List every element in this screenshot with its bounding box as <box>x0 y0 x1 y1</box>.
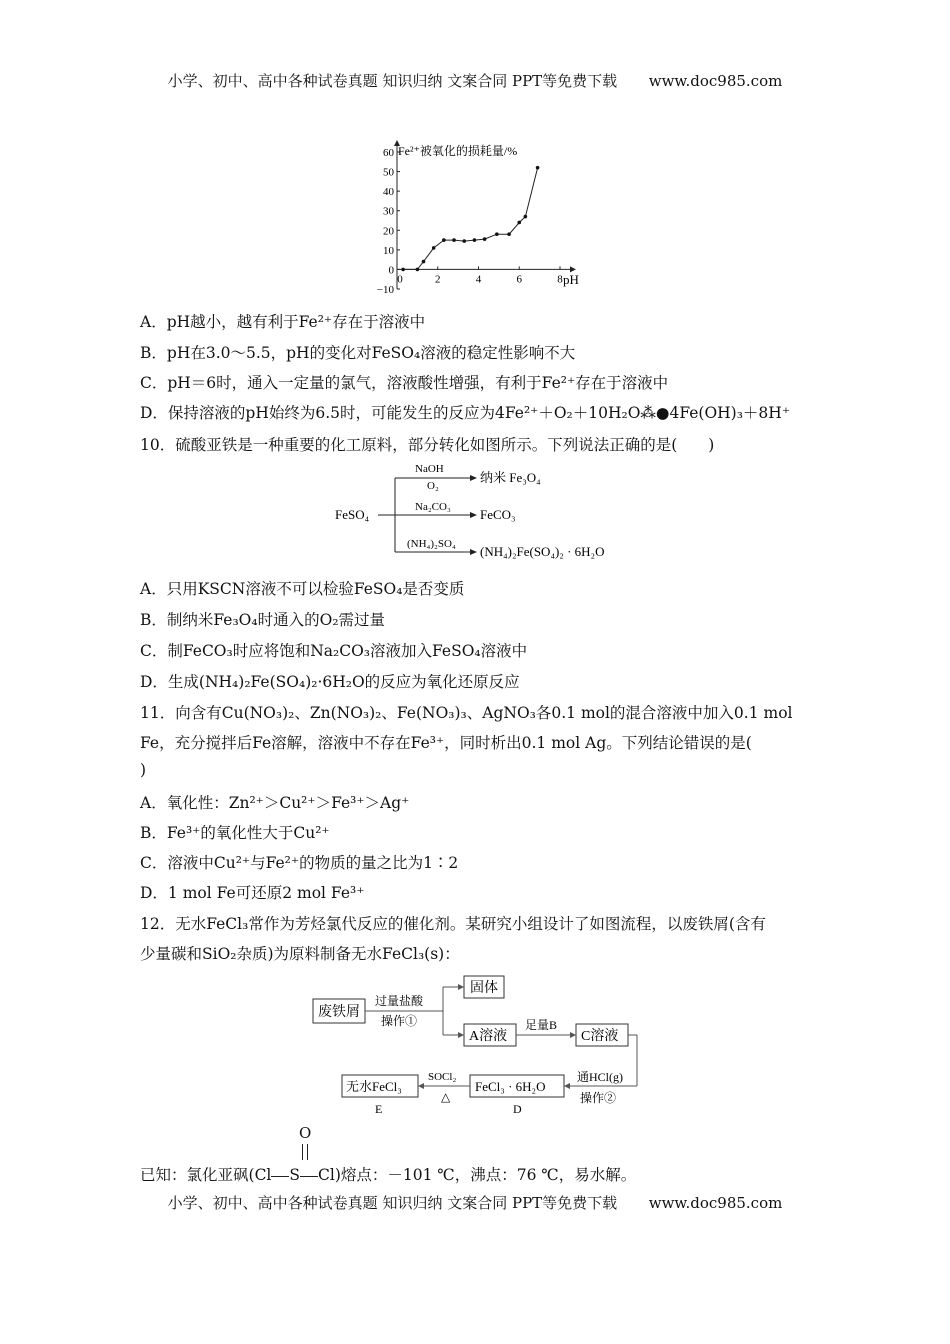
step1-top: 过量盐酸 <box>375 994 424 1008</box>
q12-stem-line2: 少量碳和SiO₂杂质)为原料制备无水FeCl₃(s)： <box>140 945 460 963</box>
chart-xlabel: pH <box>563 272 579 287</box>
series-line <box>403 168 537 270</box>
q10-option-a: A．只用KSCN溶液不可以检验FeSO₄是否变质 <box>140 580 465 598</box>
data-point <box>507 232 511 236</box>
x-tick-label: 2 <box>435 273 441 286</box>
q11-stem-line3: ) <box>140 761 147 779</box>
data-point <box>452 238 456 242</box>
flow-e: 无水FeCl₃ <box>346 1079 402 1094</box>
formula-cl-left: Cl <box>254 1166 272 1184</box>
formula-bond-right <box>300 1176 318 1177</box>
y-tick-label: 0 <box>388 264 394 277</box>
q9-option-a: A．pH越小，越有利于Fe²⁺存在于溶液中 <box>140 313 426 331</box>
footer-text: 小学、初中、高中各种试卷真题 知识归纳 文案合同 PPT等免费下载 <box>167 1194 618 1212</box>
q12-stem-line1: 12．无水FeCl₃常作为芳烃氯代反应的催化剂。某研究小组设计了如图流程，以废铁屑(含有 <box>140 915 766 933</box>
q12-known <box>140 1163 636 1185</box>
formula-s: S <box>289 1166 301 1184</box>
formula-cl-right: Cl <box>318 1166 335 1184</box>
step2-label: 足量B <box>525 1018 558 1032</box>
data-point <box>416 268 420 272</box>
page-header <box>0 70 950 91</box>
flow-c: C溶液 <box>581 1029 619 1044</box>
branch1-product: 纳米 Fe₃O₄ <box>480 470 541 485</box>
q11-option-c: C．溶液中Cu²⁺与Fe²⁺的物质的量之比为1∶2 <box>140 854 459 872</box>
q11-stem-line1: 11．向含有Cu(NO₃)₂、Zn(NO₃)₂、Fe(NO₃)₃、AgNO₃各0.1 mol的混合溶液中加入0.1 mol <box>140 704 793 722</box>
branch2-reagent: Na₂CO₃ <box>415 501 451 513</box>
branch1-reagent-bottom: O₂ <box>427 480 439 492</box>
formula-o: O <box>299 1124 312 1142</box>
feso4-conversion-diagram <box>330 458 630 568</box>
data-point <box>473 238 477 242</box>
x-tick-label: 8 <box>557 273 563 286</box>
q11-option-a: A．氧化性：Zn²⁺＞Cu²⁺＞Fe³⁺＞Ag⁺ <box>140 794 410 812</box>
flow-e-label: E <box>375 1102 383 1116</box>
data-point <box>432 246 436 250</box>
q11-option-b: B．Fe³⁺的氧化性大于Cu²⁺ <box>140 824 330 842</box>
chart-ylabel: Fe²⁺被氧化的损耗量/% <box>398 144 518 158</box>
data-point <box>524 215 528 219</box>
y-tick-label: 30 <box>383 205 394 218</box>
q9-option-d: D．保持溶液的pH始终为6.5时，可能发生的反应为4Fe²⁺＋O₂＋10H₂O⁂●4Fe(OH)₃＋8H⁺ <box>140 404 790 422</box>
known-suffix: )熔点：－101 ℃，沸点：76 ℃，易水解。 <box>334 1166 637 1184</box>
data-point <box>536 166 540 170</box>
q9-option-b: B．pH在3.0～5.5，pH的变化对FeSO₄溶液的稳定性影响不大 <box>140 344 576 362</box>
branch3-reagent: (NH₄)₂SO₄ <box>407 538 456 550</box>
flow-d: FeCl₃ · 6H₂O <box>475 1079 546 1094</box>
data-point <box>483 237 487 241</box>
q11-stem-line2: Fe，充分搅拌后Fe溶解，溶液中不存在Fe³⁺，同时析出0.1 mol Ag。下列结论错误的是( <box>140 734 752 752</box>
y-tick-label: 10 <box>383 244 394 257</box>
q10-stem: 10．硫酸亚铁是一种重要的化工原料，部分转化如图所示。下列说法正确的是( ) <box>140 436 715 454</box>
step4-bottom: △ <box>441 1090 451 1104</box>
q10-option-c: C．制FeCO₃时应将饱和Na₂CO₃溶液加入FeSO₄溶液中 <box>140 642 528 660</box>
footer-site: www.doc985.com <box>648 1194 783 1212</box>
fe2-loss-chart <box>360 138 600 298</box>
step3-top: 通HCl(g) <box>577 1070 623 1084</box>
y-tick-label: −10 <box>376 284 394 296</box>
step3-bottom: 操作② <box>580 1091 617 1105</box>
branch3-product: (NH₄)₂Fe(SO₄)₂ · 6H₂O <box>480 544 605 559</box>
flow-start: 废铁屑 <box>318 1005 360 1020</box>
branch2-product: FeCO₃ <box>480 507 516 522</box>
header-text: 小学、初中、高中各种试卷真题 知识归纳 文案合同 PPT等免费下载 <box>167 72 618 90</box>
formula-double-bond <box>302 1144 308 1160</box>
data-point <box>517 221 521 225</box>
data-point <box>422 260 426 264</box>
x-tick-label: 0 <box>397 273 403 286</box>
page-footer <box>0 1192 950 1213</box>
q10-option-d: D．生成(NH₄)₂Fe(SO₄)₂·6H₂O的反应为氧化还原反应 <box>140 673 520 691</box>
flow-d-label: D <box>513 1102 522 1116</box>
q9-option-c: C．pH＝6时，通入一定量的氯气，溶液酸性增强，有利于Fe²⁺存在于溶液中 <box>140 374 669 392</box>
data-point <box>401 268 405 272</box>
known-prefix: 已知：氯化亚砜( <box>140 1166 255 1184</box>
y-tick-label: 40 <box>383 186 394 199</box>
step1-bottom: 操作① <box>381 1014 418 1028</box>
data-point <box>495 232 499 236</box>
branch1-reagent-top: NaOH <box>415 463 444 475</box>
x-tick-label: 6 <box>516 273 522 286</box>
y-tick-label: 60 <box>383 147 394 159</box>
data-point <box>442 238 446 242</box>
flow-a: A溶液 <box>469 1029 508 1044</box>
fecl3-flowchart <box>305 968 655 1118</box>
data-point <box>462 239 466 243</box>
q10-option-b: B．制纳米Fe₃O₄时通入的O₂需过量 <box>140 611 386 629</box>
x-tick-label: 4 <box>475 273 482 286</box>
diagram-start: FeSO₄ <box>335 507 370 522</box>
flow-solid: 固体 <box>470 981 498 996</box>
formula-bond-left <box>271 1176 289 1177</box>
y-tick-label: 50 <box>383 166 394 179</box>
y-tick-label: 20 <box>383 225 394 238</box>
header-site: www.doc985.com <box>648 72 783 90</box>
step4-top: SOCl₂ <box>428 1071 457 1083</box>
q11-option-d: D．1 mol Fe可还原2 mol Fe³⁺ <box>140 884 365 902</box>
